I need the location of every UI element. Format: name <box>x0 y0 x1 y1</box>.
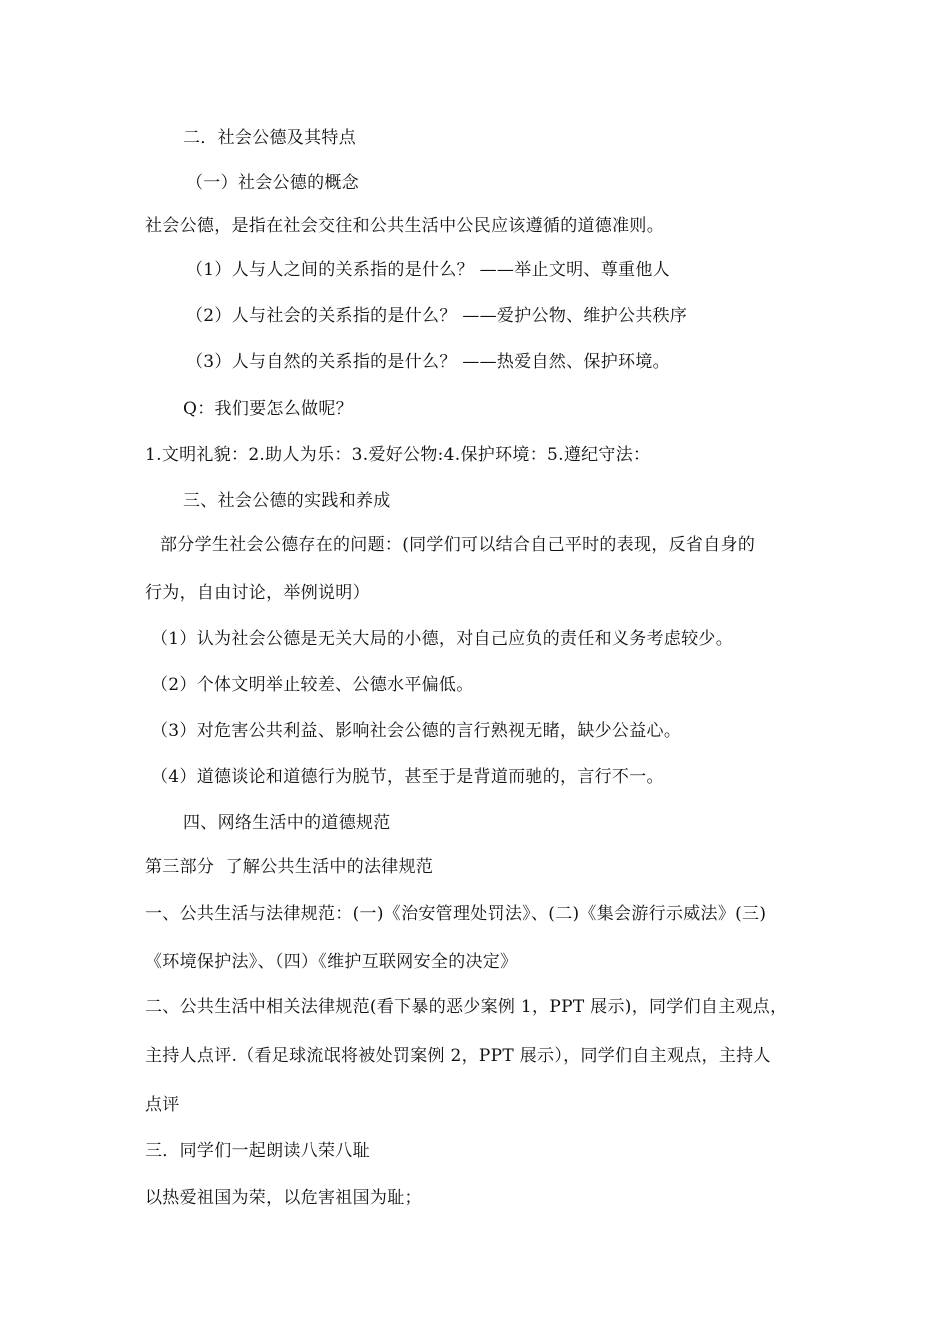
subsection-heading-1: （一）社会公德的概念 <box>186 173 359 193</box>
question-item-2: （2）人与社会的关系指的是什么？ ——爱护公物、维护公共秩序 <box>186 306 688 326</box>
definition-paragraph: 社会公德，是指在社会交往和公共生活中公民应该遵循的道德准则。 <box>145 216 664 236</box>
problem-item-4: （4）道德谈论和道德行为脱节，甚至于是背道而驰的，言行不一。 <box>151 767 664 787</box>
honor-shame-line-1: 以热爱祖国为荣，以危害祖国为耻； <box>145 1188 422 1208</box>
question-item-1: （1）人与人之间的关系指的是什么？ ——举止文明、尊重他人 <box>186 260 670 280</box>
problem-intro-line-2: 行为，自由讨论，举例说明） <box>145 583 370 603</box>
problem-intro-line-1: 部分学生社会公德存在的问题：(同学们可以结合自己平时的表现，反省自身的 <box>160 535 756 555</box>
section-heading-2: 二．社会公德及其特点 <box>183 128 356 148</box>
case-paragraph-line-3: 点评 <box>145 1095 180 1115</box>
case-paragraph-line-2: 主持人点评.（看足球流氓将被处罚案例 2，PPT 展示），同学们自主观点，主持人 <box>145 1046 771 1066</box>
section-heading-3: 三、社会公德的实践和养成 <box>183 491 391 511</box>
part-three-heading: 第三部分 了解公共生活中的法律规范 <box>145 857 434 877</box>
law-list-line-2: 《环境保护法》、（四）《维护互联网安全的决定》 <box>145 952 518 972</box>
problem-item-1: （1）认为社会公德是无关大局的小德，对自己应负的责任和义务考虑较少。 <box>151 629 734 649</box>
question-item-3: （3）人与自然的关系指的是什么？ ——热爱自然、保护环境。 <box>186 352 670 372</box>
law-list-line-1: 一、公共生活与法律规范：(一)《治安管理处罚法》、(二)《集会游行示威法》(三) <box>145 904 767 924</box>
problem-item-3: （3）对危害公共利益、影响社会公德的言行熟视无睹，缺少公益心。 <box>151 721 682 741</box>
section-heading-reading: 三．同学们一起朗读八荣八耻 <box>145 1141 370 1161</box>
action-list: 1.文明礼貌：2.助人为乐：3.爱好公物:4.保护环境：5.遵纪守法： <box>145 445 651 465</box>
question-prompt: Q：我们要怎么做呢？ <box>183 399 353 419</box>
case-paragraph-line-1: 二、公共生活中相关法律规范(看下暴的恶少案例 1，PPT 展示)，同学们自主观点， <box>145 997 788 1017</box>
section-heading-4: 四、网络生活中的道德规范 <box>183 813 391 833</box>
problem-item-2: （2）个体文明举止较差、公德水平偏低。 <box>151 675 474 695</box>
